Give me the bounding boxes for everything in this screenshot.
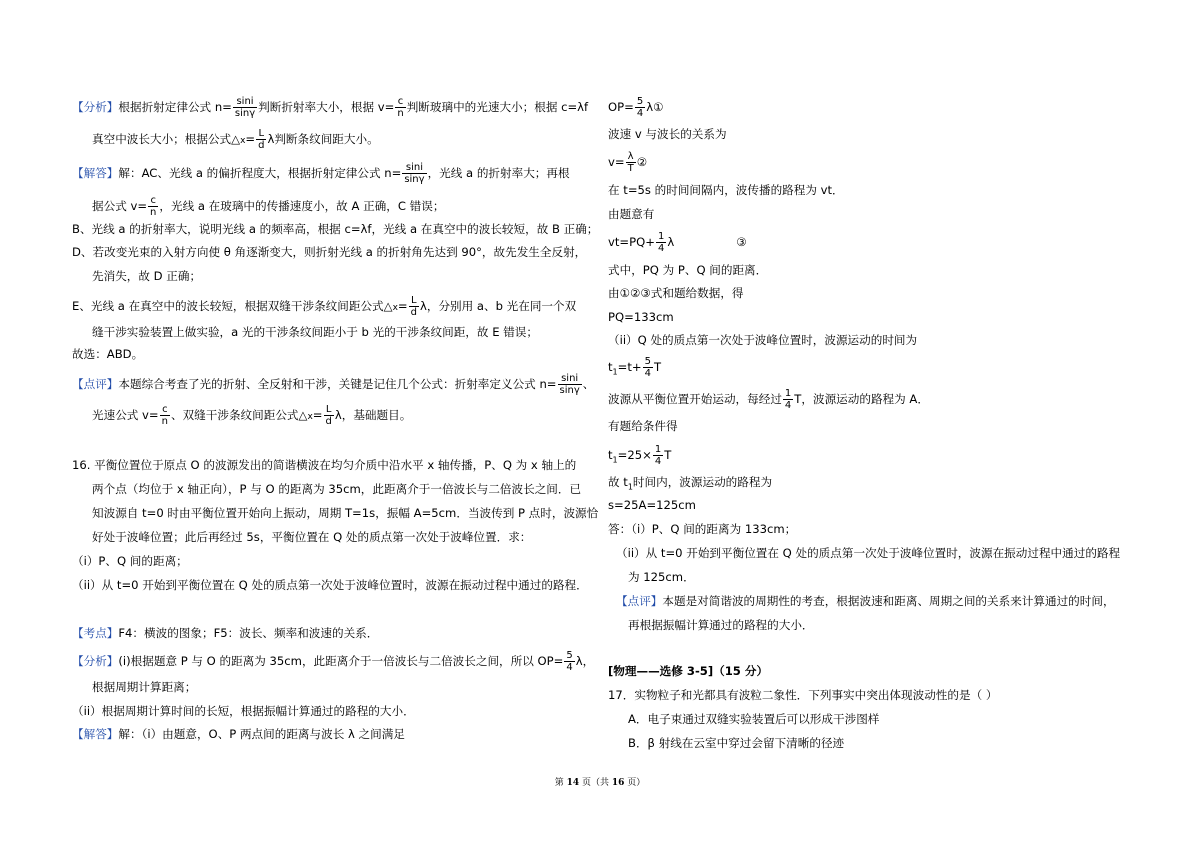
- answer2-line-1: 【解答】解：（i）由题意，O、P 两点间的距离与波长 λ 之间满足: [72, 727, 405, 741]
- answer-line-8: 故选：ABD。: [72, 347, 144, 361]
- analysis-line-1: 【分析】根据折射定律公式 n= $\frac{\sin i}{\sin\gamma}$ 判断折射率大小，根据 v= $\frac{c}{n}$ 判断玻璃中的光速大小；根据 c=λf: [72, 96, 589, 119]
- fraction-1-4-r14: $\frac{1}{4}$: [654, 444, 662, 467]
- comment-line-1: 【点评】本题综合考查了光的折射、全反射和干涉，关键是记住几个公式：折射率定义公式 n= $\frac{\sin i}{\sin\gamma}$ 、: [72, 373, 595, 396]
- comment2-line-1: 【点评】本题是对简谐波的周期性的考查，根据波速和距离、周期之间的关系来计算通过的时间，: [616, 594, 1115, 608]
- right-line-13: 有题给条件得: [608, 419, 678, 433]
- answer-line-2: 据公式 v= $\frac{c}{n}$ ，光线 a 在玻璃中的传播速度小，故 A 正确，C 错误；: [92, 195, 445, 218]
- fraction-1-4-r12: $\frac{1}{4}$: [784, 388, 792, 411]
- answer-line-6: E、光线 a 在真空中的波长较短，根据双缝干涉条纹间距公式△x= $\frac{L}{d}$ λ，分别用 a、b 光在同一个双: [72, 295, 577, 318]
- option-a: A．电子束通过双缝实验装置后可以形成干涉图样: [628, 712, 880, 726]
- right-line-16: s=25A=125cm: [608, 498, 696, 512]
- eq-v: v= $\frac{\lambda}{T}$ ②: [608, 151, 648, 174]
- fraction-5-4-r11: $\frac{5}{4}$: [644, 356, 651, 379]
- right-line-7: 式中，PQ 为 P、Q 间的距离．: [608, 263, 768, 277]
- fraction-c-n-2: $\frac{c}{n}$: [150, 195, 157, 218]
- page-number: 14: [566, 778, 580, 788]
- page-footer: 第 14 页（共 16 页）: [554, 778, 646, 788]
- analysis2-line-1: 【分析】(i)根据题意 P 与 O 的距离为 35cm，此距离介于一倍波长与二倍波长之间，所以 OP= $\frac{5}{4}$ λ，: [72, 650, 595, 673]
- fraction-5-4-r1: $\frac{5}{4}$: [636, 96, 644, 119]
- right-line-19: 为 125cm．: [628, 570, 695, 584]
- question-16-line-2: 两个点（均位于 x 轴正向），P 与 O 的距离为 35cm，此距离介于一倍波长与二倍波长之间．已: [92, 482, 582, 496]
- fraction-L-d: $\frac{L}{d}$: [258, 128, 265, 151]
- right-line-5: 由题意有: [608, 207, 655, 221]
- right-line-10: （ii）Q 处的质点第一次处于波峰位置时，波源运动的时间为: [608, 333, 918, 347]
- analysis-line-2: 真空中波长大小；根据公式△x= $\frac{L}{d}$ λ判断条纹间距大小。: [92, 128, 379, 151]
- question-16-part-ii: （ii）从 t=0 开始到平衡位置在 Q 处的质点第一次处于波峰位置时，波源在振动过程中通过的路程．: [72, 578, 588, 592]
- option-b: B．β 射线在云室中穿过会留下清晰的径迹: [628, 736, 845, 750]
- right-line-12: 波源从平衡位置开始运动，每经过 $\frac{1}{4}$ T，波源运动的路程为 A．: [608, 388, 929, 411]
- right-line-8: 由①②③式和题给数据，得: [608, 286, 744, 300]
- question-16-line-3: 知波源自 t=0 时由平衡位置开始向上振动，周期 T=1s，振幅 A=5cm．当波传到 P 点时，波源恰: [92, 506, 599, 520]
- right-line-15: 故 $t_1$时间内，波源运动的路程为: [608, 475, 773, 492]
- fraction-c-n-3: $\frac{c}{n}$: [161, 404, 168, 427]
- question-16-line-4: 好处于波峰位置；此后再经过 5s，平衡位置在 Q 处的质点第一次处于波峰位置．求：: [92, 530, 532, 544]
- question-17: 17．实物粒子和光都具有波粒二象性．下列事实中突出体现波动性的是（ ）: [608, 688, 998, 702]
- answer-line-4: D、若改变光束的入射方向使 θ 角逐渐变大，则折射光线 a 的折射角先达到 90°，故先发生全反射，: [72, 245, 587, 259]
- right-line-4: 在 t=5s 的时间间隔内，波传播的路程为 vt．: [608, 183, 844, 197]
- fraction-1-4-r6: $\frac{1}{4}$: [657, 231, 665, 254]
- right-line-9: PQ=133cm: [608, 310, 674, 324]
- right-line-2: 波速 v 与波长的关系为: [608, 127, 727, 141]
- page-total: 16: [611, 778, 625, 788]
- fraction-c-n: $\frac{c}{n}$: [397, 96, 404, 119]
- question-16-part-i: （i）P、Q 间的距离；: [72, 554, 188, 568]
- answer-line-3: B、光线 a 的折射率大，说明光线 a 的频率高，根据 c=λf，光线 a 在真空中的波长较短，故 B 正确；: [72, 222, 599, 236]
- fraction-sini-siny: $\frac{\sin i}{\sin\gamma}$: [234, 96, 256, 119]
- comment2-line-2: 再根据振幅计算通过的路程的大小．: [628, 618, 814, 632]
- fraction-5-4: $\frac{5}{4}$: [566, 650, 573, 673]
- eq-t1-25: $t_1=25\times$ $\frac{1}{4}$ T: [608, 444, 672, 467]
- analysis2-line-3: （ii）根据周期计算时间的长短，根据振幅计算通过的路程的大小．: [72, 704, 415, 718]
- answer-line-5: 先消失，故 D 正确；: [92, 269, 202, 283]
- knowledge-point: 【考点】F4：横波的图象；F5：波长、频率和波速的关系．: [72, 626, 379, 640]
- fraction-sini-siny-3: $\frac{\sin i}{\sin\gamma}$: [559, 373, 580, 396]
- answer-line-1: 【解答】解：AC、光线 a 的偏折程度大，根据折射定律公式 n= $\frac{\sin i}{\sin\gamma}$ ，光线 a 的折射率大；再根: [72, 162, 570, 185]
- eq-op: OP= $\frac{5}{4}$ λ①: [608, 96, 664, 119]
- fraction-sini-siny-2: $\frac{\sin i}{\sin\gamma}$: [404, 162, 425, 185]
- section-heading: [物理——选修 3-5]（15 分）: [608, 664, 769, 678]
- fraction-L-d-2: $\frac{L}{d}$: [410, 295, 417, 318]
- right-line-17: 答：（i）P、Q 间的距离为 133cm；: [608, 522, 797, 536]
- right-line-18: （ii）从 t=0 开始到平衡位置在 Q 处的质点第一次处于波峰位置时，波源在振动过程中通过的路程: [616, 546, 1121, 560]
- answer-line-7: 缝干涉实验装置上做实验，a 光的干涉条纹间距小于 b 光的干涉条纹间距，故 E 错误；: [92, 325, 538, 339]
- question-16-line-1: 16. 平衡位置位于原点 O 的波源发出的简谐横波在均匀介质中沿水平 x 轴传播，P、Q 为 x 轴上的: [72, 458, 577, 472]
- comment-line-2: 光速公式 v= $\frac{c}{n}$ 、双缝干涉条纹间距公式△x= $\frac{L}{d}$ λ，基础题目。: [92, 404, 412, 427]
- analysis2-line-2: 根据周期计算距离；: [92, 680, 197, 694]
- fraction-lambda-T: $\frac{\lambda}{T}$: [627, 151, 634, 174]
- eq-t1: $t_1=t+$ $\frac{5}{4}$ T: [608, 356, 662, 379]
- fraction-L-d-3: $\frac{L}{d}$: [325, 404, 332, 427]
- eq-vt: vt=PQ+ $\frac{1}{4}$ λ ③: [608, 231, 747, 254]
